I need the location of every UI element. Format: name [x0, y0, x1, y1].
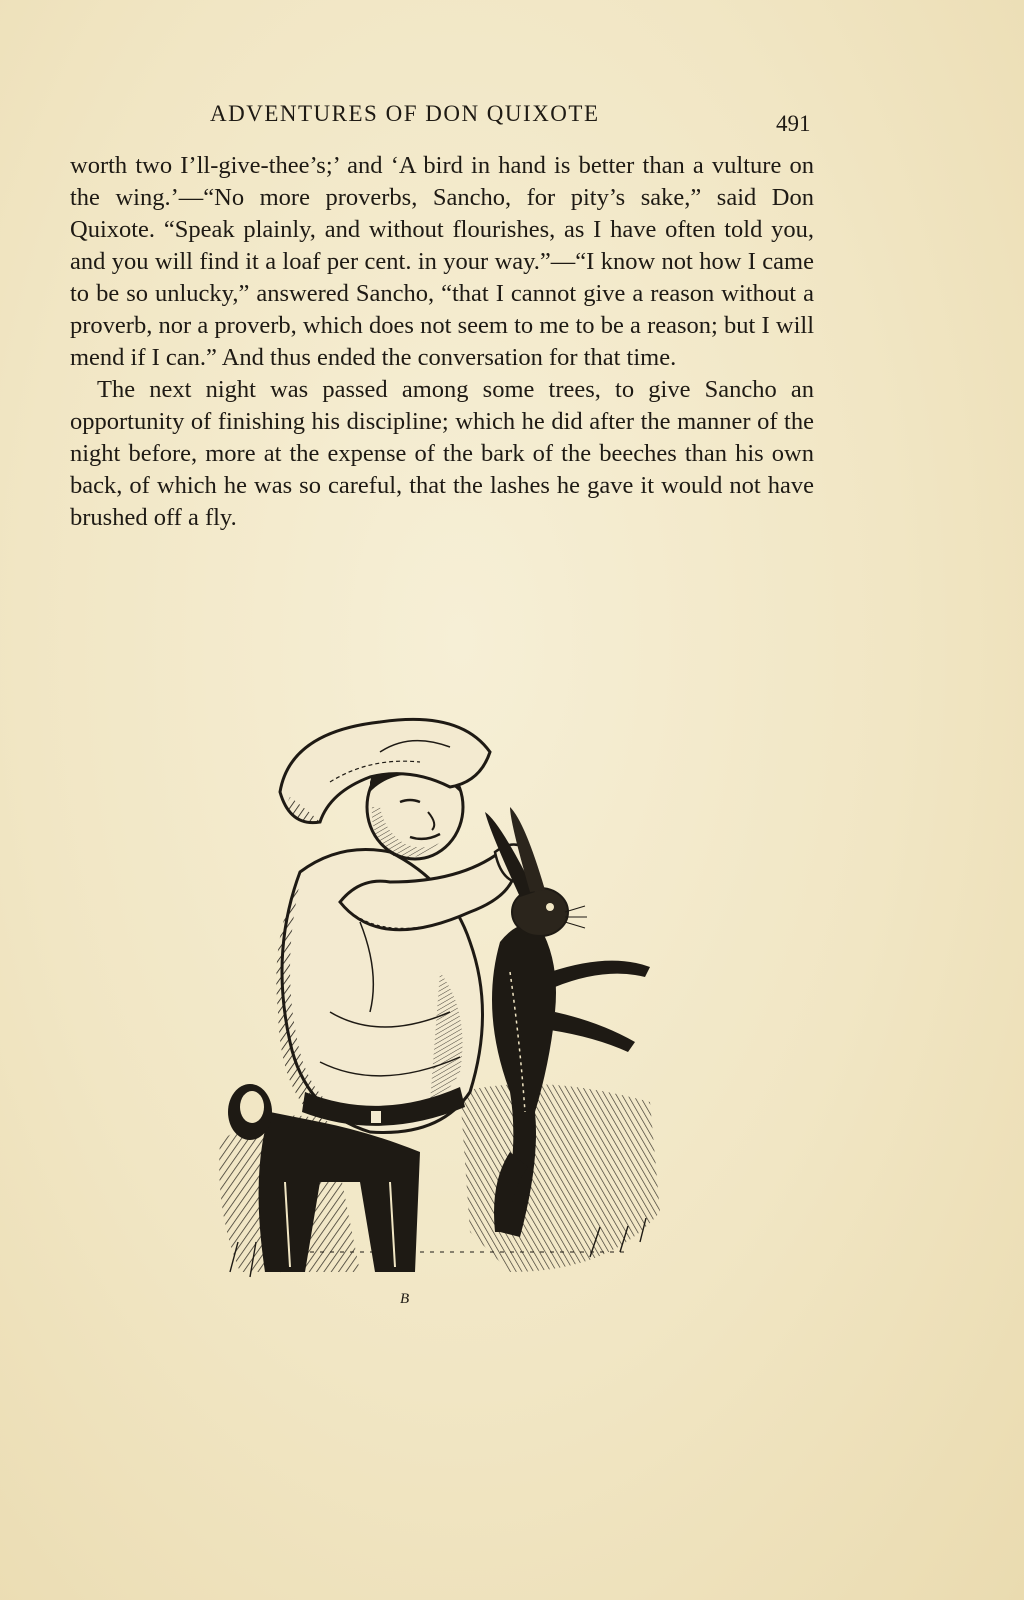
engraving-sancho-with-hare — [210, 712, 680, 1312]
page-number: 491 — [776, 111, 811, 136]
engraver-signature: B — [400, 1291, 410, 1307]
paragraph: The next night was passed among some trees, to give Sancho an opportunity of finishing his discipline; which he did after the manner of the night before, more at the expense of the bark of the beeches than his own back, of which he was so careful, that the lashes he gave it would not have brushed off a fly. — [70, 376, 814, 531]
running-title: ADVENTURES OF DON QUIXOTE — [210, 101, 600, 126]
body-text — [70, 150, 814, 534]
paragraph: worth two I’ll-give-thee’s;’ and ‘A bird in hand is better than a vulture on the wing.’—“No more proverbs, Sancho, for pity’s sake,” said Don Quixote. “Speak plainly, and without flourishes, as I have often told you, and you will find it a loaf per cent. in your way.”—“I know not how I came to be so unlucky,” answered Sancho, “that I cannot give a reason without a proverb, nor a proverb, which does not seem to me to be a reason; but I will mend if I can.” And thus ended the conversation for that time. — [70, 152, 814, 371]
